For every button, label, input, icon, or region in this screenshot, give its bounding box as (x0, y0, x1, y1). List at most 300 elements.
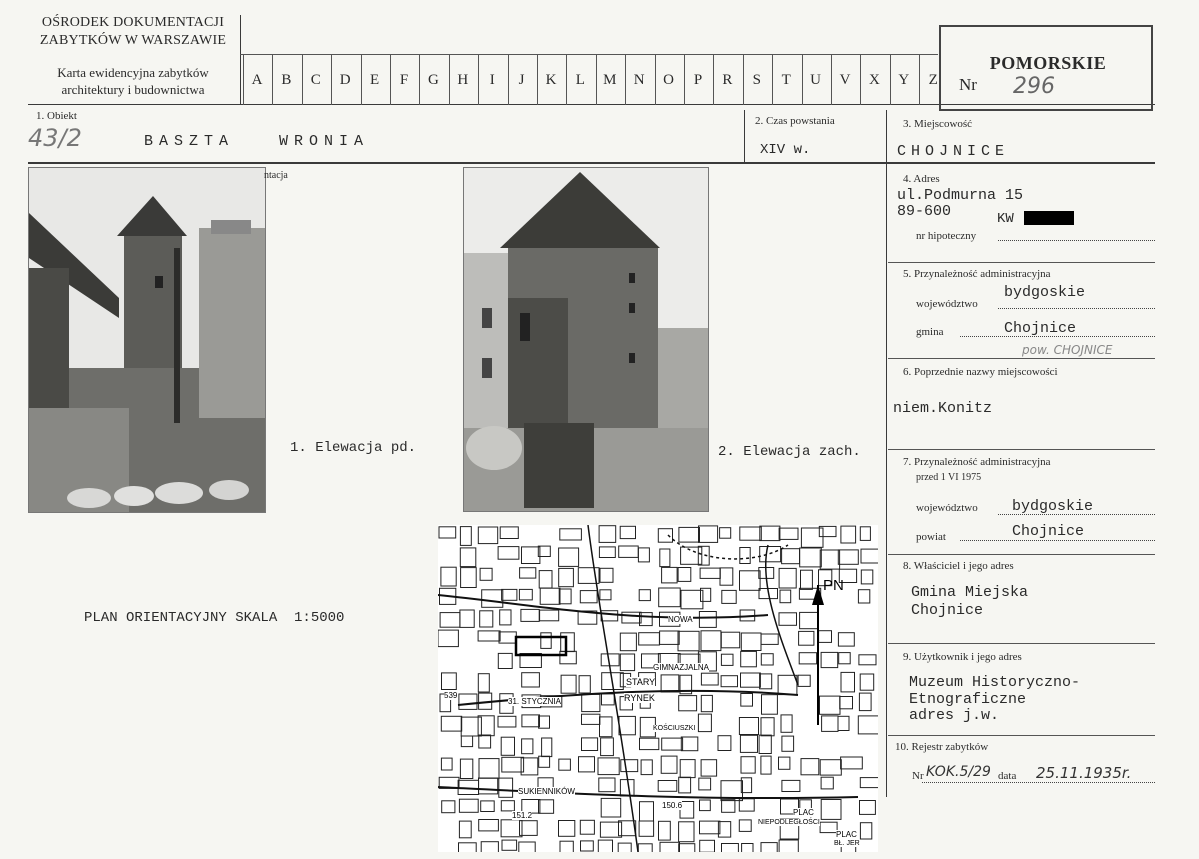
map-block (680, 802, 694, 819)
alphabet-letter: K (545, 72, 557, 88)
map-block (539, 800, 554, 814)
alphabet-letter: F (399, 72, 409, 88)
alphabet-letter: O (663, 72, 675, 88)
map-block (861, 549, 878, 563)
map-block (678, 568, 691, 582)
przyn75-label: 7. Przynależność administracyjna (903, 456, 1051, 468)
alphabet-separator (713, 55, 714, 105)
map-block (539, 716, 550, 728)
map-block (478, 631, 500, 641)
map-block (821, 800, 841, 820)
map-block (599, 526, 616, 543)
nr-value: 296 (1013, 74, 1055, 99)
map-block (600, 717, 613, 737)
map-block (479, 759, 499, 779)
map-block (438, 630, 458, 647)
wlasciciel-label: 8. Właściciel i jego adres (903, 560, 1014, 572)
map-block (860, 778, 878, 788)
tower-photo-2 (464, 168, 708, 511)
map-block (662, 567, 678, 583)
map-block (779, 757, 790, 769)
tower-photo-1 (29, 168, 265, 512)
section-rule-10 (888, 735, 1155, 736)
alphabet-separator (331, 55, 332, 105)
map-block (799, 653, 816, 664)
map-block (779, 840, 798, 852)
map-block (618, 843, 631, 852)
photo-fragment-label: ntacja (264, 170, 288, 181)
alphabet-separator (449, 55, 450, 105)
alphabet-separator (802, 55, 803, 105)
woj75-value: bydgoskie (1012, 498, 1094, 515)
map-block (722, 590, 736, 603)
poprz-value: niem.Konitz (893, 400, 993, 417)
map-block (521, 609, 539, 621)
map-label-150-6: 150.6 (662, 801, 683, 810)
map-block (500, 610, 511, 625)
map-block (601, 738, 614, 756)
map-block (820, 822, 837, 832)
map-block (658, 529, 672, 543)
map-block (601, 611, 618, 621)
czas-label: 2. Czas powstania (755, 115, 835, 127)
alphabet-letter: P (693, 72, 703, 88)
alphabet-letter: R (722, 72, 733, 88)
alphabet-separator (243, 55, 244, 105)
map-block (660, 842, 680, 852)
map-block (501, 801, 514, 811)
map-block (678, 631, 699, 651)
map-block (559, 568, 574, 586)
map-block (759, 735, 771, 753)
map-block (498, 716, 516, 727)
map-block (740, 548, 750, 564)
caption-photo-1: 1. Elewacja pd. (290, 440, 417, 456)
map-block (480, 568, 492, 580)
map-block (679, 696, 697, 711)
map-caption: PLAN ORIENTACYJNY SKALA 1:5000 (84, 610, 345, 626)
alphabet-separator (419, 55, 420, 105)
woj-line (998, 308, 1155, 309)
powiat-value: Chojnice (1012, 523, 1085, 540)
map-block (860, 527, 870, 541)
map-block (761, 756, 771, 774)
alphabet-letter: N (633, 72, 645, 88)
map-block (522, 547, 540, 564)
map-block (539, 571, 552, 588)
uzytkownik-label: 9. Użytkownik i jego adres (903, 651, 1022, 663)
header-left-divider (240, 15, 241, 105)
map-block (461, 568, 477, 588)
map-block (820, 550, 839, 569)
woj75-label: województwo (916, 502, 978, 514)
map-block (639, 590, 650, 601)
kw-label: KW (997, 211, 1014, 227)
map-block (519, 589, 532, 600)
adres-line2: 89-600 (897, 203, 952, 220)
map-block (739, 820, 751, 832)
section-rule-7 (888, 449, 1155, 450)
map-block (838, 633, 854, 646)
alphabet-separator (919, 55, 920, 105)
map-block (782, 780, 800, 791)
map-block (741, 633, 761, 651)
rejestr-data-label: data (998, 770, 1017, 782)
map-block (659, 588, 681, 607)
map-block (639, 633, 660, 645)
caption-photo-2: 2. Elewacja zach. (718, 444, 861, 460)
alphabet-letter: A (251, 72, 263, 88)
map-block (700, 840, 715, 852)
map-block (720, 568, 733, 585)
map-block (560, 841, 573, 852)
map-block (741, 694, 753, 707)
map-block (740, 571, 761, 591)
map-block (701, 695, 712, 711)
map-block (780, 590, 791, 603)
section-rule-5 (888, 262, 1155, 263)
wlasciciel-line2: Chojnice (911, 602, 984, 619)
alphabet-separator (566, 55, 567, 105)
map-block (779, 613, 797, 626)
card-title (28, 64, 238, 98)
map-block (460, 610, 474, 627)
alphabet-separator (596, 55, 597, 105)
map-block (599, 547, 615, 558)
map-block (701, 673, 718, 685)
map-block (579, 757, 595, 772)
map-block (441, 567, 456, 586)
map-block (761, 634, 778, 644)
map-block (860, 674, 874, 690)
map-block (441, 716, 461, 731)
alphabet-letter: S (752, 72, 761, 88)
map-block (778, 675, 797, 694)
map-block (699, 778, 711, 790)
map-block (599, 778, 615, 792)
map-block (718, 736, 731, 751)
alphabet-letter: X (868, 72, 880, 88)
gmina-label: gmina (916, 326, 944, 338)
map-block (839, 653, 851, 664)
card-title-line1: Karta ewidencyjna zabytków (57, 65, 209, 80)
region-box (939, 25, 1153, 111)
czas-left-divider (744, 110, 745, 162)
map-block (478, 527, 497, 544)
map-block (459, 799, 478, 812)
map-block (722, 844, 739, 853)
photo-south-elevation (28, 167, 266, 513)
alphabet-separator (478, 55, 479, 105)
map-block (459, 821, 471, 838)
przyn-label: 5. Przynależność administracyjna (903, 268, 1051, 280)
map-block (740, 527, 762, 540)
nr-label: Nr (959, 75, 977, 94)
map-block (579, 676, 590, 693)
map-label-gimnazjalna: GIMNAZJALNA (653, 663, 710, 672)
map-block (798, 675, 810, 686)
map-block (762, 695, 778, 715)
map-block (801, 759, 819, 775)
rejestr-label: 10. Rejestr zabytków (895, 741, 989, 753)
map-block (619, 821, 636, 836)
przyn75-sub: przed 1 VI 1975 (916, 472, 982, 483)
map-block (459, 843, 477, 852)
map-block (540, 610, 559, 621)
map-block (841, 526, 856, 543)
map-block (741, 651, 757, 666)
alphabet-letter: V (839, 72, 851, 88)
map-block (439, 527, 456, 538)
rejestr-nr-value: KOK.5/29 (926, 764, 991, 780)
woj-value: bydgoskie (1004, 284, 1086, 301)
map-block (721, 676, 737, 687)
map-block (479, 735, 491, 748)
uzytkownik-line1: Muzeum Historyczno- (909, 674, 1081, 691)
map-block (860, 801, 876, 815)
obiekt-label: 1. Obiekt (36, 110, 77, 122)
map-label-nowa: NOWA (668, 615, 693, 624)
rejestr-data-value: 25.11.1935r. (1036, 764, 1132, 782)
map-block (721, 654, 733, 665)
map-block (620, 654, 634, 671)
map-block (681, 737, 698, 751)
map-block (760, 674, 772, 689)
map-label-31-stycznia: 31. STYCZNIA (508, 697, 561, 706)
map-block (460, 759, 472, 778)
map-block (482, 590, 503, 608)
map-block (560, 651, 576, 664)
alphabet-separator (390, 55, 391, 105)
alphabet-separator (890, 55, 891, 105)
map-block (740, 735, 757, 752)
map-block (639, 821, 654, 836)
map-block (621, 760, 638, 772)
uzytkownik-line3: adres j.w. (909, 707, 1000, 724)
map-block (640, 738, 659, 749)
map-block (479, 778, 498, 794)
map-block (841, 672, 855, 692)
map-block (859, 655, 876, 665)
map-block (440, 613, 460, 628)
map-block (820, 760, 841, 775)
section-rule-8 (888, 554, 1155, 555)
woj-label: województwo (916, 298, 978, 310)
map-block (800, 548, 822, 567)
map-block (542, 738, 552, 757)
map-block (561, 675, 576, 693)
map-north-label: PN (823, 577, 844, 594)
institution-line2: ZABYTKÓW W WARSZAWIE (39, 33, 227, 48)
alphabet-letter: G (427, 72, 439, 88)
row1-bottom-rule (28, 162, 1155, 164)
map-block (698, 714, 711, 732)
map-block (540, 588, 560, 604)
map-block (679, 844, 695, 852)
map-block (460, 548, 476, 567)
alphabet-letter: L (575, 72, 585, 88)
map-block (502, 757, 524, 772)
map-label-539: 539 (444, 691, 458, 700)
map-drawing (438, 525, 878, 852)
map-block (661, 756, 677, 773)
alphabet-separator (831, 55, 832, 105)
map-block (502, 840, 517, 850)
kw-redaction (1024, 211, 1074, 225)
map-block (701, 760, 717, 776)
map-block (742, 844, 753, 853)
alphabet-letter: Y (898, 72, 910, 88)
map-block (658, 781, 677, 792)
map-block (779, 568, 796, 588)
map-block (700, 821, 720, 834)
alphabet-separator (537, 55, 538, 105)
institution-name (28, 14, 238, 50)
alphabet-top-rule (240, 54, 938, 55)
map-block (460, 527, 471, 546)
map-block (781, 715, 792, 732)
right-column-divider (886, 110, 887, 797)
map-block (602, 694, 615, 705)
map-block (700, 800, 711, 811)
gmina-value: Chojnice (1004, 320, 1077, 337)
map-block (601, 798, 621, 817)
obiekt-number: 43/2 (28, 124, 82, 152)
map-block (681, 590, 703, 609)
map-block (620, 633, 636, 651)
photo-west-elevation (463, 167, 709, 512)
map-block (782, 736, 794, 751)
map-label-plac-1: PLAC (793, 808, 814, 817)
map-block (501, 737, 514, 755)
map-block (522, 739, 533, 754)
section-rule-6 (888, 358, 1155, 359)
orientation-map (438, 525, 878, 852)
map-block (659, 821, 671, 840)
map-block (622, 612, 641, 623)
map-block (679, 822, 694, 842)
map-block (660, 631, 680, 644)
map-block (620, 526, 635, 538)
map-label-stary: STARY (626, 677, 656, 687)
map-block (501, 820, 522, 837)
map-block (699, 526, 718, 543)
rejestr-line (922, 782, 1155, 783)
map-block (582, 714, 600, 724)
map-block (502, 589, 517, 600)
alphabet-separator (625, 55, 626, 105)
map-block (582, 694, 600, 711)
map-label-kosciuszki: KOŚCIUSZKI (653, 725, 696, 732)
institution-line1: OŚRODEK DOKUMENTACJI (41, 15, 225, 30)
map-block (581, 841, 594, 851)
map-block (861, 570, 873, 584)
alphabet-separator (302, 55, 303, 105)
uzytkownik-line2: Etnograficzne (909, 691, 1027, 708)
map-block (841, 757, 863, 769)
map-block (598, 840, 612, 852)
map-block (559, 759, 571, 770)
map-block (701, 631, 721, 651)
alphabet-letter: T (781, 72, 791, 88)
map-block (459, 694, 477, 709)
map-block (559, 821, 575, 837)
alphabet-separator (684, 55, 685, 105)
hipoteczny-label: nr hipoteczny (916, 230, 977, 242)
map-block (858, 716, 878, 734)
miejscowosc-label: 3. Miejscowość (903, 118, 973, 130)
map-block (600, 568, 613, 582)
alphabet-separator (772, 55, 773, 105)
pow-note: pow. CHOJNICE (1022, 343, 1113, 357)
alphabet-letter: H (457, 72, 469, 88)
adres-label: 4. Adres (903, 173, 940, 185)
alphabet-separator (655, 55, 656, 105)
map-label-rynek: RYNEK (624, 693, 655, 703)
obiekt-value: BASZTA WRONIA (144, 133, 370, 150)
map-block (640, 802, 654, 821)
czas-value: XIV w. (760, 142, 811, 158)
alphabet-letter: Z (928, 72, 938, 88)
map-block (580, 591, 597, 603)
alphabet-separator (272, 55, 273, 105)
map-block (801, 570, 813, 589)
map-block (600, 590, 611, 600)
map-block (520, 568, 536, 578)
map-block (761, 718, 774, 736)
map-block (619, 716, 635, 734)
alphabet-letter: E (370, 72, 380, 88)
map-block (481, 842, 498, 852)
map-block (700, 568, 720, 578)
map-block (479, 820, 499, 831)
map-block (641, 760, 652, 775)
map-block (680, 760, 695, 778)
map-block (478, 674, 489, 692)
rejestr-nr-label: Nr (912, 770, 924, 782)
woj75-line (998, 514, 1155, 515)
map-block (761, 654, 773, 665)
map-block (638, 844, 652, 852)
alphabet-separator (508, 55, 509, 105)
alphabet-separator (860, 55, 861, 105)
map-block (442, 673, 457, 690)
map-block (859, 693, 871, 711)
map-block (559, 548, 579, 566)
alphabet-letter: M (603, 72, 617, 88)
map-block (698, 546, 709, 565)
gmina-line (960, 336, 1155, 337)
poprz-label: 6. Poprzednie nazwy miejscowości (903, 366, 1058, 378)
map-block (722, 800, 735, 813)
map-block (821, 652, 838, 667)
alphabet-letter: J (518, 72, 525, 88)
map-block (661, 675, 679, 692)
alphabet-letter: U (810, 72, 822, 88)
map-block (598, 758, 619, 775)
map-block (822, 716, 838, 732)
region-name: POMORSKIE (989, 53, 1107, 73)
map-block (662, 738, 683, 750)
map-label-151-2: 151.2 (512, 811, 533, 820)
alphabet-separator (743, 55, 744, 105)
map-block (739, 718, 758, 735)
powiat-label: powiat (916, 531, 946, 543)
map-block (461, 736, 472, 747)
map-block (619, 546, 639, 557)
map-block (638, 548, 649, 562)
map-label-bl-jer: BŁ. JER (834, 840, 860, 847)
